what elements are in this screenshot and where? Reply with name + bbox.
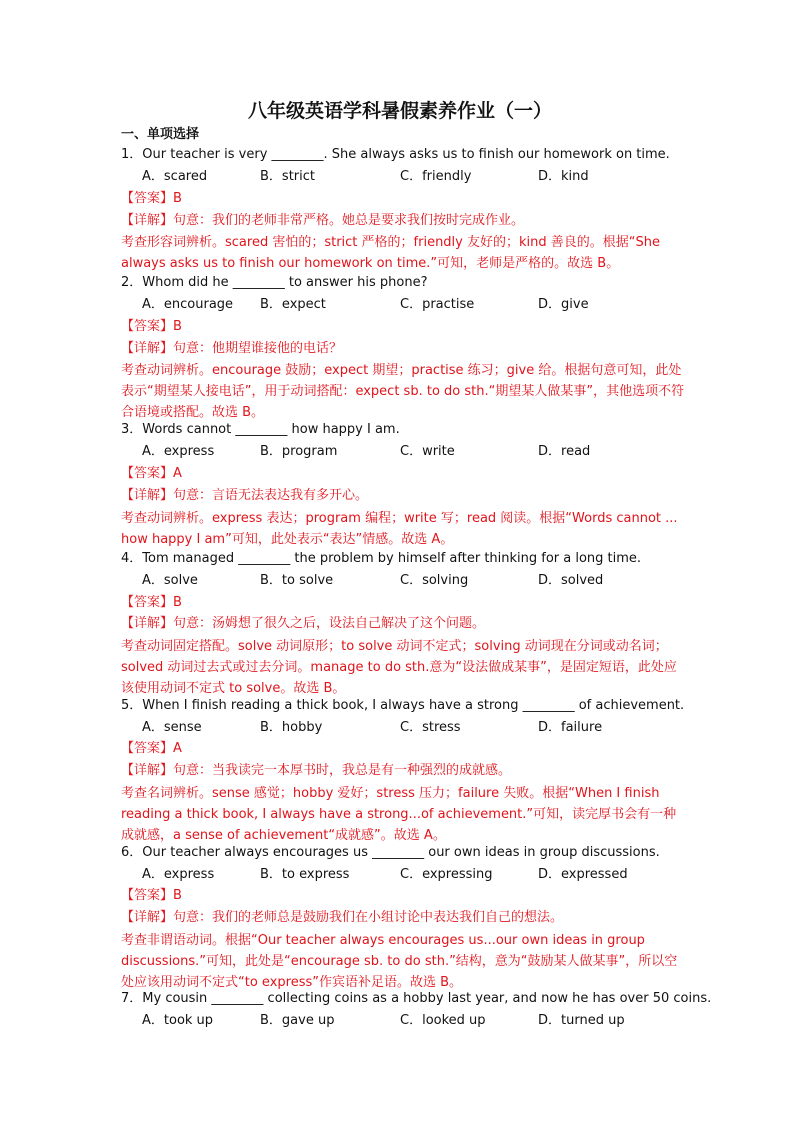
option-b: B．strict	[260, 169, 315, 184]
option-c: C．friendly	[400, 169, 472, 184]
option-b: B．to express	[260, 867, 350, 882]
answer-line: 【答案】B	[121, 191, 182, 206]
analysis-text: 考查动词辨析。express 表达；program 编程；write 写；read 阅读。根据“Words cannot ... how happy I am”可知，此处表示“表达”情感。故选 A。	[121, 511, 678, 547]
option-a: A．encourage	[142, 297, 234, 312]
option-d: D．read	[538, 444, 591, 459]
option-d: D．turned up	[538, 1013, 625, 1028]
option-c: C．expressing	[400, 867, 493, 882]
question-stem: 6．Our teacher always encourages us ________ our own ideas in group discussions.	[121, 845, 660, 860]
analysis-text: 考查动词固定搭配。solve 动词原形；to solve 动词不定式；solving 动词现在分词或动名词；solved 动词过去式或过去分词。manage to do sth.意为“设法做成某事”，是固定短语，此处应该使用动词不定式 to solve。故选 B。	[121, 639, 677, 696]
detail-line: 【详解】句意：他期望谁接他的电话？	[121, 341, 343, 356]
option-b: B．hobby	[260, 720, 323, 735]
option-a: A．solve	[142, 573, 198, 588]
option-b: B．gave up	[260, 1013, 335, 1028]
option-b: B．program	[260, 444, 338, 459]
answer-line: 【答案】B	[121, 595, 182, 610]
question-stem: 7．My cousin ________ collecting coins as a hobby last year, and now he has over 50 coins.	[121, 991, 712, 1006]
option-c: C．looked up	[400, 1013, 486, 1028]
option-d: D．kind	[538, 169, 589, 184]
option-d: D．expressed	[538, 867, 628, 882]
option-a: A．sense	[142, 720, 202, 735]
analysis-text: 考查非谓语动词。根据“Our teacher always encourages us...our own ideas in group discussions.”可知，此处是“encourage sb. to do sth.”结构，意为“鼓励某人做某事”，所以空处应该用动词不定式“to express”作宾语补足语。故选 B。	[121, 933, 678, 990]
option-c: C．stress	[400, 720, 461, 735]
option-c: C．write	[400, 444, 455, 459]
question-stem: 1．Our teacher is very ________. She always asks us to finish our homework on time.	[121, 147, 670, 162]
question-options	[142, 1011, 702, 1031]
option-d: D．give	[538, 297, 589, 312]
option-b: B．expect	[260, 297, 326, 312]
question-options	[142, 167, 702, 187]
option-b: B．to solve	[260, 573, 334, 588]
page-title: 八年级英语学科暑假素养作业（一）	[247, 100, 552, 122]
detail-line: 【详解】句意：当我读完一本厚书时，我总是有一种强烈的成就感。	[121, 763, 512, 778]
answer-line: 【答案】B	[121, 319, 182, 334]
option-a: A．express	[142, 867, 215, 882]
analysis-text: 考查动词辨析。encourage 鼓励；expect 期望；practise 练习；give 给。根据句意可知，此处表示“期望某人接电话”，用于动词搭配：expect sb. to do sth.“期望某人做某事”，其他选项不符合语境或搭配。故选 B。	[121, 363, 685, 420]
question-options	[142, 718, 702, 738]
detail-line: 【详解】句意：我们的老师非常严格。她总是要求我们按时完成作业。	[121, 213, 525, 228]
section-heading: 一、单项选择	[121, 127, 200, 142]
question-stem: 5．When I finish reading a thick book, I always have a strong ________ of achievement.	[121, 698, 685, 713]
option-a: A．express	[142, 444, 215, 459]
answer-line: 【答案】A	[121, 741, 182, 756]
question-options	[142, 295, 702, 315]
detail-line: 【详解】句意：汤姆想了很久之后，设法自己解决了这个问题。	[121, 616, 486, 631]
option-a: A．took up	[142, 1013, 214, 1028]
question-options	[142, 865, 702, 885]
question-options	[142, 442, 702, 462]
answer-line: 【答案】A	[121, 466, 182, 481]
answer-line: 【答案】B	[121, 888, 182, 903]
question-stem: 3．Words cannot ________ how happy I am.	[121, 422, 400, 437]
question-stem: 2．Whom did he ________ to answer his phone?	[121, 275, 428, 290]
option-d: D．failure	[538, 720, 603, 735]
option-a: A．scared	[142, 169, 208, 184]
option-c: C．practise	[400, 297, 475, 312]
analysis-text: 考查形容词辨析。scared 害怕的；strict 严格的；friendly 友好的；kind 善良的。根据“She always asks us to finish our homework on time.”可知，老师是严格的。故选 B。	[121, 235, 660, 271]
question-options	[142, 571, 702, 591]
option-c: C．solving	[400, 573, 469, 588]
option-d: D．solved	[538, 573, 604, 588]
detail-line: 【详解】句意：言语无法表达我有多开心。	[121, 488, 369, 503]
analysis-text: 考查名词辨析。sense 感觉；hobby 爱好；stress 压力；failure 失败。根据“When I finish reading a thick book, I always have a strong...of achievement.”可知，读完厚书会有一种成就感，a sense of achievement“成就感”。故选 A。	[121, 786, 677, 843]
question-stem: 4．Tom managed ________ the problem by himself after thinking for a long time.	[121, 551, 642, 566]
detail-line: 【详解】句意：我们的老师总是鼓励我们在小组讨论中表达我们自己的想法。	[121, 910, 564, 925]
